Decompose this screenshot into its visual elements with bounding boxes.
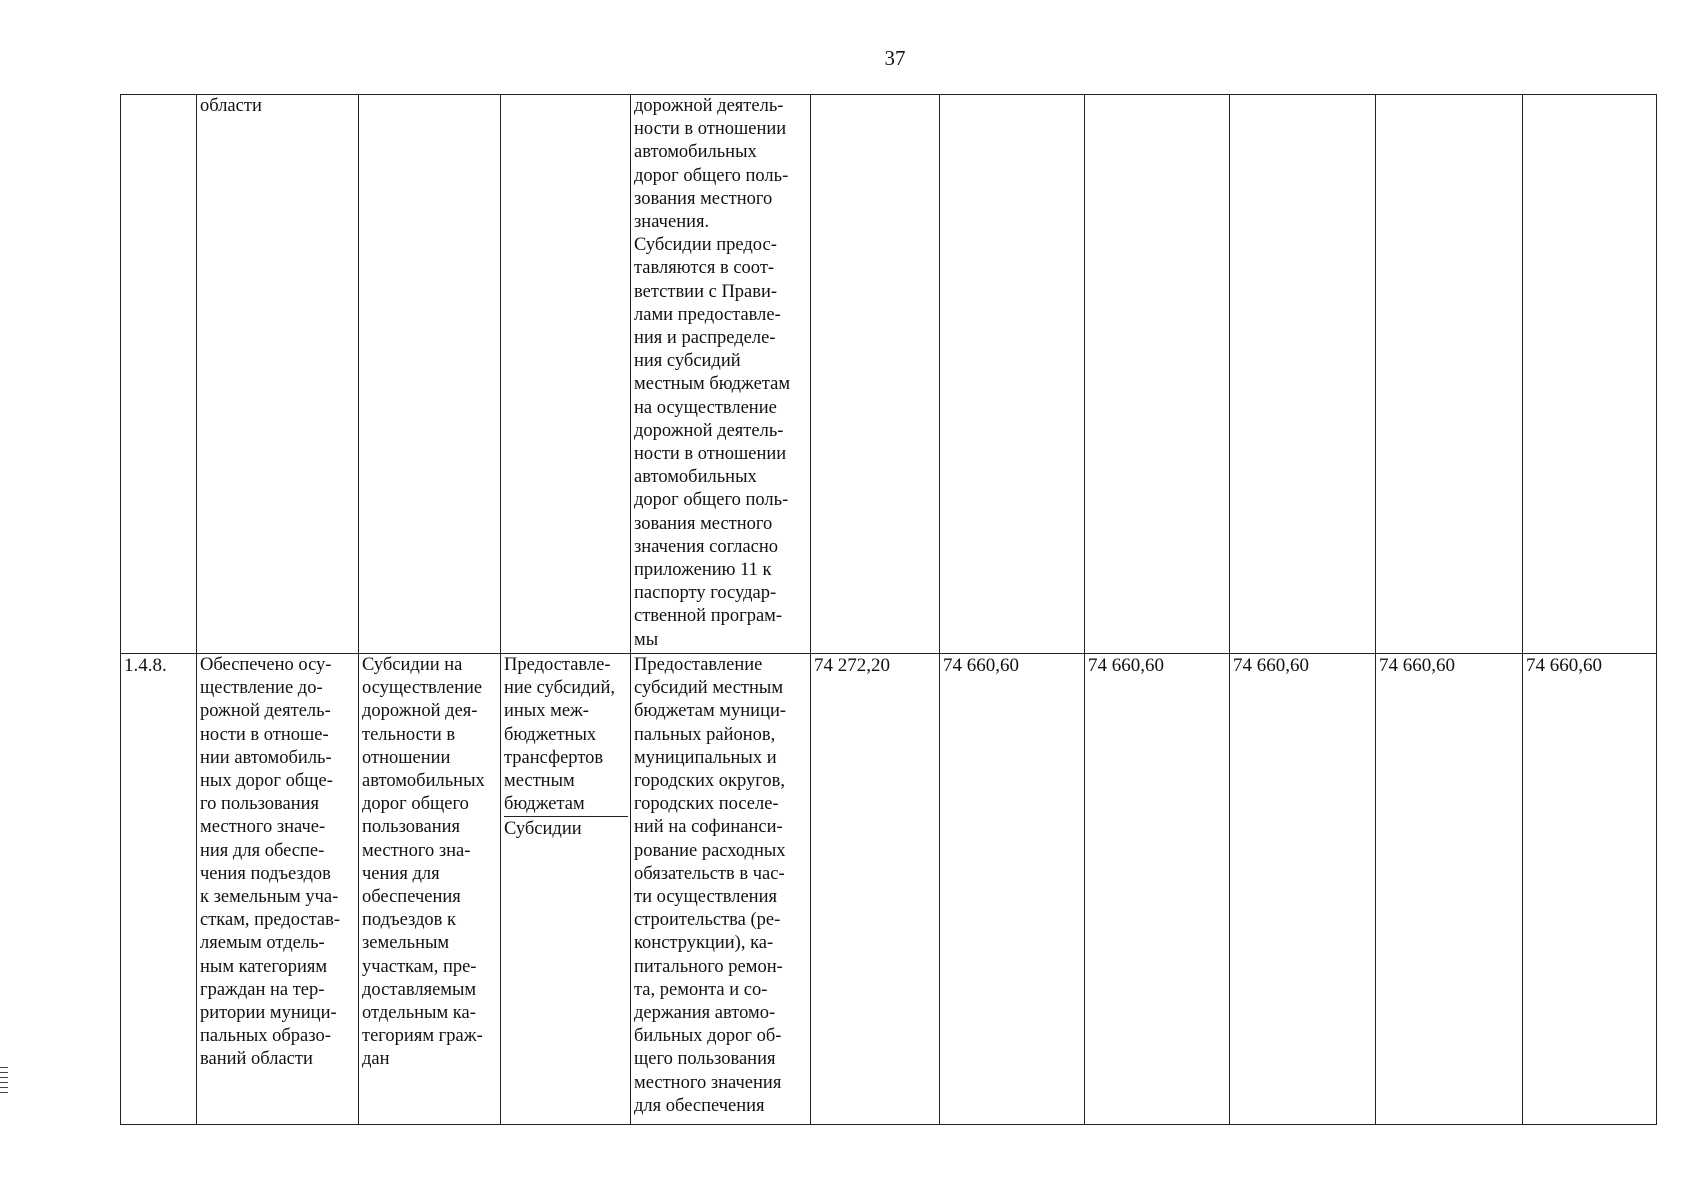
description-cell: Предоставление субсидий местным бюджетам муници- пальных районов, муниципальных и городских округов, городских поселе- ний на софинанси- рование расходных обязательств в час- ти осуществления строительства (ре- конструкции), ка- питального ремон- та, ремонта и со- держания автомо- бильных дорог об- щего пользования местного значения для обеспечения xyxy=(631,654,811,1125)
value-cell: 74 660,60 xyxy=(1085,654,1230,1125)
table-row xyxy=(121,654,1657,1125)
value-cell xyxy=(1523,95,1657,654)
funding-direction-cell xyxy=(359,95,501,654)
value-cell: 74 660,60 xyxy=(940,654,1085,1125)
transfer-type-text: Предоставле- ние субсидий, иных меж- бюджетных трансфертов местным бюджетам xyxy=(504,654,628,817)
funding-direction-cell: Субсидии на осуществление дорожной дея- тельности в отношении автомобильных дорог общего пользования местного зна- чения для обеспечения подъездов к земельным участкам, пре- доставляемым отдельным ка- тегориям граж- дан xyxy=(359,654,501,1125)
measure-name-cell: Обеспечено осу- ществление до- рожной деятель- ности в отноше- нии автомобиль- ных дорог обще- го пользования местного значе- ния для обеспе- чения подъездов к земельным уча- сткам, предостав- ляемым отдель- ным категориям граждан на тер- ритории муници- пальных образо- ваний области xyxy=(197,654,359,1125)
value-cell: 74 660,60 xyxy=(1523,654,1657,1125)
value-cell xyxy=(940,95,1085,654)
value-cell xyxy=(811,95,940,654)
value-cell xyxy=(1085,95,1230,654)
scan-margin-mark xyxy=(0,1067,8,1095)
expense-type-cell xyxy=(501,654,631,1125)
subsidy-label: Субсидии xyxy=(504,819,582,840)
value-cell: 74 272,20 xyxy=(811,654,940,1125)
value-cell xyxy=(1230,95,1376,654)
expense-type-cell xyxy=(501,95,631,654)
value-cell xyxy=(1376,95,1523,654)
value-cell: 74 660,60 xyxy=(1230,654,1376,1125)
item-number-cell xyxy=(121,95,197,654)
page-number: 37 xyxy=(884,46,906,70)
measures-table xyxy=(120,94,1657,1125)
description-cell: дорожной деятель- ности в отношении автомобильных дорог общего поль- зования местного значения. Субсидии предос- тавляются в соот- ветствии с Прави- лами предоставле- ния и распределе- ния субсидий местным бюджетам на осуществление дорожной деятель- ности в отношении автомобильных дорог общего поль- зования местного значения согласно приложению 11 к паспорту государ- ственной програм- мы xyxy=(631,95,811,654)
table-row xyxy=(121,95,1657,654)
measure-name-cell: области xyxy=(197,95,359,654)
value-cell: 74 660,60 xyxy=(1376,654,1523,1125)
item-number-cell: 1.4.8. xyxy=(121,654,197,1125)
